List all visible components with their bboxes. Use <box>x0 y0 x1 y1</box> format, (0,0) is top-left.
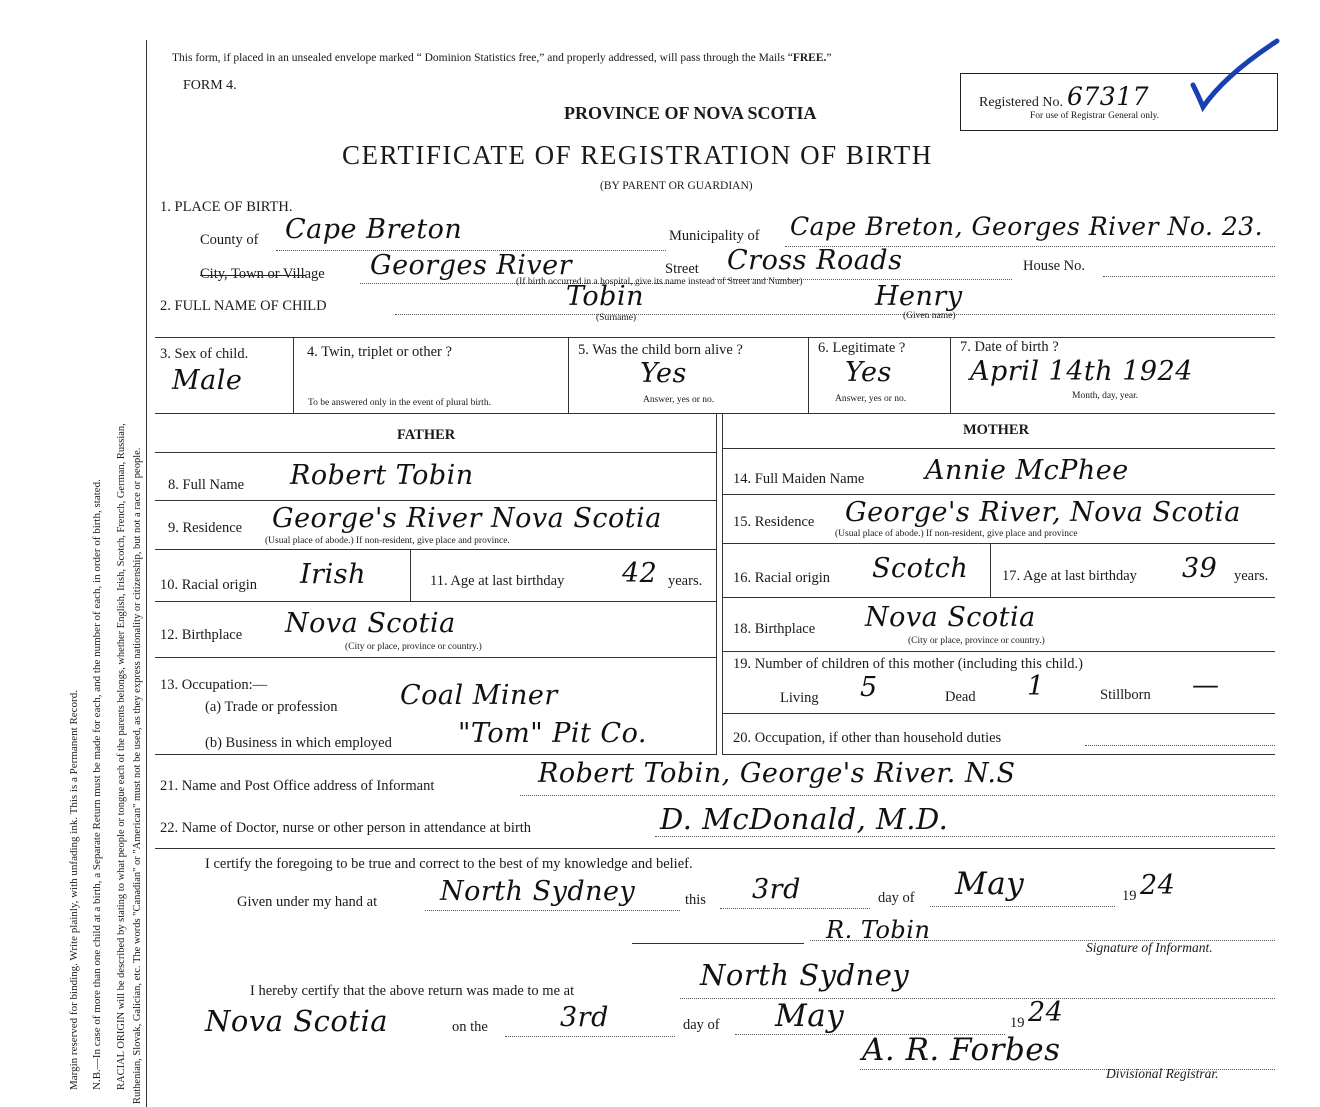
city-town-village-label: City, Town or Village <box>200 266 325 282</box>
province-title: PROVINCE OF NOVA SCOTIA <box>564 103 817 123</box>
legitimate-value: Yes <box>845 357 892 388</box>
house-label: House No. <box>1023 258 1086 274</box>
father-trade-label: (a) Trade or profession <box>205 699 338 715</box>
row3-div-3 <box>808 337 809 413</box>
stillborn-label: Stillborn <box>1100 687 1151 703</box>
certificate-title: CERTIFICATE OF REGISTRATION OF BIRTH <box>342 140 933 170</box>
mother-row-rule-1 <box>722 494 1275 495</box>
registrar-place-line <box>680 998 1275 999</box>
doctor-bottom-rule <box>155 848 1275 849</box>
mother-occ-line <box>1085 745 1275 746</box>
father-name-label: 8. Full Name <box>168 477 245 493</box>
registrar-caption: Divisional Registrar. <box>1106 1066 1219 1081</box>
alive-label: 5. Was the child born alive ? <box>578 342 743 358</box>
child-surname: Tobin <box>566 281 644 312</box>
form-number: FORM 4. <box>183 78 237 93</box>
father-res-value: George's River Nova Scotia <box>272 503 662 534</box>
mother-name-value: Annie McPhee <box>925 455 1129 486</box>
mother-bp-label: 18. Birthplace <box>733 621 816 637</box>
child-given-name: Henry <box>875 281 963 312</box>
reg-day-of: day of <box>683 1017 720 1033</box>
row3-top-rule <box>155 337 1275 338</box>
margin-note-2: N.B.—In case of more than one child at a birth, a Separate Return must be made for each, and the number of each, in order of birth, stated. <box>91 479 103 1090</box>
dob-caption: Month, day, year. <box>1072 391 1139 401</box>
cert-day-of: day of <box>878 890 915 906</box>
mother-years: years. <box>1234 568 1269 584</box>
margin-note-1: Margin reserved for binding. Write plainly, with unfading ink. This is a Permanent Record. <box>68 690 80 1090</box>
child-name-label: 2. FULL NAME OF CHILD <box>160 298 327 314</box>
father-row-rule-1 <box>155 500 716 501</box>
street-value: Cross Roads <box>727 245 903 276</box>
heading-rule-mother <box>722 448 1275 449</box>
mother-row-rule-5 <box>722 713 1275 714</box>
row3-div-2 <box>568 337 569 413</box>
sex-label: 3. Sex of child. <box>160 346 249 362</box>
registrar-place-1: North Sydney <box>700 958 910 992</box>
registrar-use-note: For use of Registrar General only. <box>1030 111 1160 121</box>
registrar-place-2: Nova Scotia <box>205 1004 389 1038</box>
sig-blank-line <box>632 943 804 944</box>
dead-value: 1 <box>1027 671 1045 702</box>
municipality-label: Municipality of <box>669 228 760 244</box>
given-label: Given under my hand at <box>237 894 378 910</box>
mother-bp-value: Nova Scotia <box>865 602 1036 633</box>
cert-month-value: May <box>955 866 1025 902</box>
doctor-value: D. McDonald, M.D. <box>660 802 949 836</box>
cert-year-prefix: 19 <box>1122 888 1137 904</box>
living-label: Living <box>780 690 819 706</box>
check-mark-icon <box>1185 35 1285 115</box>
dead-label: Dead <box>945 689 976 705</box>
row3-div-1 <box>293 337 294 413</box>
this-label: this <box>685 892 706 908</box>
mother-race-div <box>990 543 991 597</box>
municipality-value: Cape Breton, Georges River No. 23. <box>790 212 1264 241</box>
father-heading: FATHER <box>397 427 456 443</box>
reg-day-line <box>505 1036 675 1037</box>
father-row-rule-2 <box>155 549 716 550</box>
stillborn-value: — <box>1192 670 1220 701</box>
mother-res-caption: (Usual place of abode.) If non-resident, give place and province <box>835 529 1078 539</box>
margin-note-4: Ruthenian, Slovak, Galician, etc. The words "Canadian" or "American" must not be used, as they express nationality or citizenship, but not a race or people. <box>132 447 143 1104</box>
registered-number: 67317 <box>1067 82 1150 111</box>
cert-year-value: 24 <box>1140 870 1176 901</box>
reg-day-value: 3rd <box>560 1002 609 1033</box>
row3-div-4 <box>950 337 951 413</box>
surname-caption: (Surname) <box>596 313 637 323</box>
informant-line <box>520 795 1275 796</box>
city-strike <box>200 275 306 276</box>
mother-race-value: Scotch <box>872 553 969 584</box>
registrar-signature: A. R. Forbes <box>862 1032 1061 1068</box>
father-row-rule-3 <box>155 601 716 602</box>
informant-sig-caption: Signature of Informant. <box>1086 940 1213 955</box>
alive-value: Yes <box>640 358 687 389</box>
house-line <box>1103 276 1275 277</box>
child-name-line <box>395 314 1275 315</box>
father-trade-value: Coal Miner <box>400 680 558 711</box>
dob-value: April 14th 1924 <box>970 356 1193 387</box>
given-caption: (Given name) <box>903 311 956 321</box>
father-race-label: 10. Racial origin <box>160 577 258 593</box>
margin-note-3: RACIAL ORIGIN will be described by stating to what people or tongue each of the parents belongs, whether English, Irish, Scotch, French, German, Russian, <box>116 423 127 1090</box>
father-bp-label: 12. Birthplace <box>160 627 243 643</box>
certify-statement: I certify the foregoing to be true and correct to the best of my knowledge and belief. <box>205 856 693 872</box>
center-divider <box>716 413 717 755</box>
hospital-note: (If birth occurred in a hospital, give its name instead of Street and Number) <box>516 277 803 287</box>
mother-res-value: George's River, Nova Scotia <box>845 497 1241 528</box>
reg-year-value: 24 <box>1028 997 1064 1028</box>
street-label: Street <box>665 261 699 277</box>
father-age-label: 11. Age at last birthday <box>430 573 565 589</box>
mother-bp-caption: (City or place, province or country.) <box>908 636 1045 646</box>
legitimate-caption: Answer, yes or no. <box>835 394 907 404</box>
mother-heading: MOTHER <box>963 422 1030 438</box>
doctor-label: 22. Name of Doctor, nurse or other person in attendance at birth <box>160 820 532 836</box>
reg-year-prefix: 19 <box>1010 1015 1025 1031</box>
mother-children-label: 19. Number of children of this mother (including this child.) <box>733 656 1083 672</box>
mail-note: This form, if placed in an unsealed envelope marked “ Dominion Statistics free,” and properly addressed, will pass through the Mails “FREE.” <box>172 52 832 64</box>
mother-res-label: 15. Residence <box>733 514 815 530</box>
registrar-statement: I hereby certify that the above return was made to me at <box>250 983 575 999</box>
mother-race-label: 16. Racial origin <box>733 570 831 586</box>
cert-month-line <box>930 906 1115 907</box>
sex-value: Male <box>172 365 243 396</box>
mother-age-label: 17. Age at last birthday <box>1002 568 1137 584</box>
legitimate-label: 6. Legitimate ? <box>818 340 906 356</box>
twin-label: 4. Twin, triplet or other ? <box>307 344 452 360</box>
cert-day-value: 3rd <box>752 874 801 905</box>
informant-signature: R. Tobin <box>826 916 931 944</box>
father-res-label: 9. Residence <box>168 520 243 536</box>
living-value: 5 <box>860 672 878 703</box>
father-age-value: 42 <box>622 558 658 589</box>
father-years: years. <box>668 573 703 589</box>
father-res-caption: (Usual place of abode.) If non-resident, give place and province. <box>265 536 510 546</box>
informant-label: 21. Name and Post Office address of Informant <box>160 778 435 794</box>
father-row-rule-5 <box>155 754 716 755</box>
registered-label: Registered No. <box>979 95 1063 110</box>
reg-month-value: May <box>775 998 845 1034</box>
row3-bottom-rule <box>155 413 1275 414</box>
center-divider-2 <box>722 413 723 755</box>
mother-row-rule-3 <box>722 597 1275 598</box>
father-biz-value: "Tom" Pit Co. <box>458 718 647 749</box>
mother-name-label: 14. Full Maiden Name <box>733 471 865 487</box>
mother-row-rule-4 <box>722 651 1275 652</box>
twin-note: To be answered only in the event of plural birth. <box>308 398 491 408</box>
alive-caption: Answer, yes or no. <box>643 395 715 405</box>
dob-label: 7. Date of birth ? <box>960 339 1059 355</box>
mother-row-rule-6 <box>722 754 1275 755</box>
father-race-value: Irish <box>300 559 366 590</box>
father-name-value: Robert Tobin <box>290 460 474 491</box>
county-value: Cape Breton <box>285 214 463 245</box>
doctor-line <box>655 836 1275 837</box>
father-biz-label: (b) Business in which employed <box>205 735 392 751</box>
father-bp-caption: (City or place, province or country.) <box>345 642 482 652</box>
informant-value: Robert Tobin, George's River. N.S <box>538 758 1016 789</box>
father-race-div <box>410 549 411 601</box>
cert-day-line <box>720 908 870 909</box>
father-bp-value: Nova Scotia <box>285 608 456 639</box>
margin-rule <box>146 40 147 1107</box>
mother-age-value: 39 <box>1182 553 1218 584</box>
mother-occ-label: 20. Occupation, if other than household duties <box>733 730 1002 746</box>
on-the-label: on the <box>452 1019 488 1035</box>
mother-row-rule-2 <box>722 543 1275 544</box>
father-row-rule-4 <box>155 657 716 658</box>
father-occ-label: 13. Occupation:— <box>160 677 268 693</box>
place-of-birth-label: 1. PLACE OF BIRTH. <box>160 199 293 215</box>
heading-rule-father <box>155 452 716 453</box>
county-label: County of <box>200 232 259 248</box>
certificate-subtitle: (BY PARENT OR GUARDIAN) <box>600 180 753 192</box>
village-value: Georges River <box>370 250 573 281</box>
given-place-value: North Sydney <box>440 876 636 907</box>
given-place-line <box>425 910 680 911</box>
